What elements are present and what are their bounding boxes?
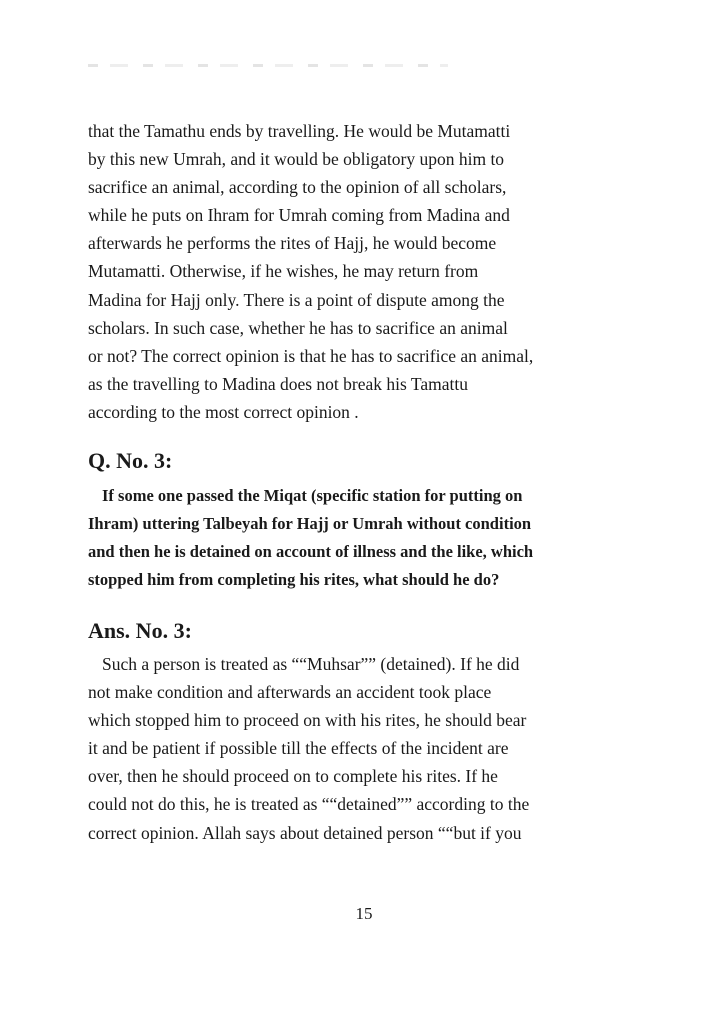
text-line: afterwards he performs the rites of Hajj, he would become [88,233,497,254]
text-line: not make condition and afterwards an accident took place [88,682,492,703]
page-number: 15 [355,904,373,923]
question-text [88,482,614,594]
text-line: could not do this, he is treated as ““detained”” according to the [88,794,530,815]
text-line: and then he is detained on account of illness and the like, which [88,542,534,561]
text-line: If some one passed the Miqat (specific station for putting on [102,486,523,505]
text-line: correct opinion. Allah says about detained person ““but if you [88,822,522,843]
text-line: scholars. In such case, whether he has to sacrifice an animal [88,317,508,338]
text-line: Madina for Hajj only. There is a point of dispute among the [88,289,505,310]
text-line: according to the most correct opinion . [88,401,359,422]
text-line: while he puts on Ihram for Umrah coming from Madina and [88,205,510,226]
question-heading: Q. No. 3: [88,448,173,473]
text-line: which stopped him to proceed on with his rites, he should bear [88,710,527,731]
text-line: Ihram) uttering Talbeyah for Hajj or Umrah without condition [88,514,532,533]
paragraph-continued [88,117,614,426]
text-line: stopped him from completing his rites, what should he do? [88,570,500,589]
text-line: sacrifice an animal, according to the opinion of all scholars, [88,177,507,198]
text-line: as the travelling to Madina does not break his Tamattu [88,373,468,394]
text-line: over, then he should proceed on to complete his rites. If he [88,766,498,787]
text-line: Such a person is treated as ““Muhsar”” (detained). If he did [102,654,520,674]
text-line: or not? The correct opinion is that he has to sacrifice an animal, [88,345,534,366]
answer-heading: Ans. No. 3: [88,618,192,643]
text-line: by this new Umrah, and it would be obligatory upon him to [88,149,505,170]
answer-text [88,650,614,847]
text-line: that the Tamathu ends by travelling. He would be Mutamatti [88,121,511,141]
text-line: it and be patient if possible till the effects of the incident are [88,738,509,759]
text-line: Mutamatti. Otherwise, if he wishes, he may return from [88,261,479,282]
faint-header-artifact [88,64,448,67]
